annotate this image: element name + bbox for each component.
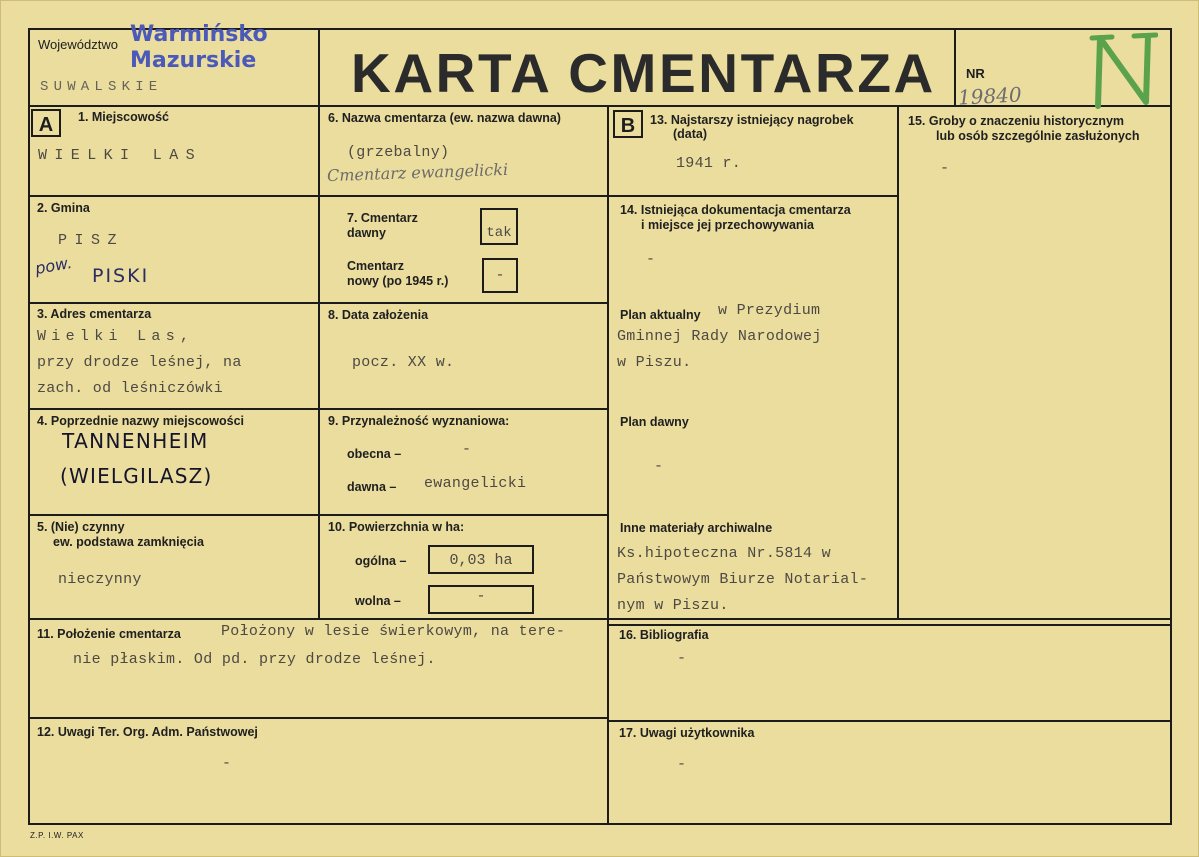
row-line-lower-top bbox=[28, 618, 1172, 620]
voivodeship-stamp-line-2: Mazurskie bbox=[130, 48, 257, 73]
field-7-new-value-box: - bbox=[482, 258, 518, 293]
row-line-1 bbox=[28, 195, 609, 197]
header-divider-2 bbox=[954, 28, 956, 106]
field-12-label: 12. Uwagi Ter. Org. Adm. Państwowej bbox=[37, 725, 258, 739]
field-14-current-plan-line-2: Gminnej Rady Narodowej bbox=[617, 328, 822, 345]
printer-imprint: Z.P. I.W. PAX bbox=[30, 831, 84, 840]
field-13-value: 1941 r. bbox=[676, 155, 742, 172]
field-7-old-label-line-2: dawny bbox=[347, 226, 386, 240]
voivodeship-stamp-line-1: Warmińsko bbox=[130, 22, 268, 47]
field-14-archive-line-3: nym w Piszu. bbox=[617, 597, 729, 614]
field-3-line-3: zach. od leśniczówki bbox=[37, 380, 224, 397]
field-14-archive-line-2: Państwowym Biurze Notarial- bbox=[617, 571, 869, 588]
header-divider-1 bbox=[318, 28, 320, 106]
section-b-marker: B bbox=[613, 110, 643, 138]
field-14-archive-line-1: Ks.hipoteczna Nr.5814 w bbox=[617, 545, 831, 562]
field-1-label: 1. Miejscowość bbox=[78, 110, 170, 124]
field-10-label: 10. Powierzchnia w ha: bbox=[328, 520, 465, 534]
field-9-current-value: - bbox=[462, 441, 472, 458]
row-line-4 bbox=[28, 514, 609, 516]
field-7-old-value-box: tak bbox=[480, 208, 518, 245]
field-12-value: - bbox=[222, 755, 232, 772]
field-2-hand-prefix: pow. bbox=[33, 252, 74, 279]
field-6-value: (grzebalny) bbox=[347, 144, 450, 161]
field-3-line-2: przy drodze leśnej, na bbox=[37, 354, 242, 371]
field-17-value: - bbox=[677, 756, 687, 773]
field-14-old-plan-value: - bbox=[654, 458, 664, 475]
field-8-value: pocz. XX w. bbox=[352, 354, 455, 371]
field-1-value: WIELKI LAS bbox=[38, 147, 203, 164]
field-3-label: 3. Adres cmentarza bbox=[37, 307, 152, 321]
frame-left-line bbox=[28, 28, 30, 825]
field-10-free-label: wolna – bbox=[355, 594, 401, 608]
field-11-label: 11. Położenie cmentarza bbox=[37, 627, 181, 641]
nr-value: 19840 bbox=[957, 82, 1023, 110]
field-11-line-1: Położony w lesie świerkowym, na tere- bbox=[221, 623, 566, 640]
field-16-label: 16. Bibliografia bbox=[619, 628, 709, 642]
card-title: KARTA CMENTARZA bbox=[351, 42, 936, 104]
row-line-13-14 bbox=[607, 195, 899, 197]
field-4-line-1: TANNENHEIM bbox=[62, 429, 209, 453]
field-10-total-label: ogólna – bbox=[355, 554, 407, 568]
field-4-label: 4. Poprzednie nazwy miejscowości bbox=[37, 414, 245, 428]
voivodeship-label: Województwo bbox=[38, 37, 118, 52]
field-10-total-value-box: 0,03 ha bbox=[428, 545, 534, 574]
frame-right-line bbox=[1170, 28, 1172, 825]
field-17-label: 17. Uwagi użytkownika bbox=[619, 726, 755, 740]
voivodeship-typed: SUWALSKIE bbox=[40, 79, 163, 95]
field-14-label-line-2: i miejsce jej przechowywania bbox=[641, 218, 814, 232]
field-16-value: - bbox=[677, 650, 687, 667]
frame-bottom-line bbox=[28, 823, 1172, 825]
field-14-archive-label: Inne materiały archiwalne bbox=[620, 521, 773, 535]
col-divider-3 bbox=[897, 105, 899, 620]
field-7-new-label-line-1: Cmentarz bbox=[347, 259, 404, 273]
field-11-line-2: nie płaskim. Od pd. przy drodze leśnej. bbox=[73, 651, 436, 668]
field-13-label-line-2: (data) bbox=[673, 127, 708, 141]
field-14-label-line-1: 14. Istniejąca dokumentacja cmentarza bbox=[620, 203, 851, 217]
field-2-hand-value: PISKI bbox=[92, 265, 150, 287]
field-9-current-label: obecna – bbox=[347, 447, 402, 461]
field-5-value: nieczynny bbox=[58, 571, 142, 588]
row-line-lower-top-inner bbox=[609, 624, 1170, 626]
field-9-former-label: dawna – bbox=[347, 480, 397, 494]
row-line-3 bbox=[28, 408, 609, 410]
category-mark-n bbox=[1088, 30, 1158, 110]
field-15-label-line-1: 15. Groby o znaczeniu historycznym bbox=[908, 114, 1125, 128]
field-9-label: 9. Przynależność wyznaniowa: bbox=[328, 414, 510, 428]
row-line-11-12 bbox=[28, 717, 609, 719]
field-15-label-line-2: lub osób szczególnie zasłużonych bbox=[936, 129, 1140, 143]
field-9-former-value: ewangelicki bbox=[424, 475, 527, 492]
section-a-marker: A bbox=[31, 109, 61, 137]
field-5-label-line-2: ew. podstawa zamknięcia bbox=[53, 535, 204, 549]
field-3-line-1: Wielki Las, bbox=[37, 328, 195, 345]
field-14-value: - bbox=[646, 251, 656, 268]
field-6-pencil-note: Cmentarz ewangelicki bbox=[326, 159, 509, 186]
field-10-free-value-box: - bbox=[428, 585, 534, 614]
field-7-new-label-line-2: nowy (po 1945 r.) bbox=[347, 274, 449, 288]
field-6-label: 6. Nazwa cmentarza (ew. nazwa dawna) bbox=[328, 111, 561, 125]
field-14-current-plan-label: Plan aktualny bbox=[620, 308, 701, 322]
field-7-old-label-line-1: 7. Cmentarz bbox=[347, 211, 418, 225]
row-line-16-17 bbox=[609, 720, 1170, 722]
nr-label: NR bbox=[966, 66, 985, 81]
field-13-label-line-1: 13. Najstarszy istniejący nagrobek bbox=[650, 113, 854, 127]
field-5-label-line-1: 5. (Nie) czynny bbox=[37, 520, 125, 534]
field-8-label: 8. Data założenia bbox=[328, 308, 429, 322]
field-14-current-plan-line-1: w Prezydium bbox=[718, 302, 821, 319]
field-2-value: PISZ bbox=[58, 232, 125, 249]
col-divider-1 bbox=[318, 105, 320, 618]
field-15-value: - bbox=[940, 160, 950, 177]
field-14-old-plan-label: Plan dawny bbox=[620, 415, 689, 429]
row-line-2 bbox=[28, 302, 609, 304]
field-4-line-2: (WIELGILASZ) bbox=[60, 464, 213, 488]
field-14-current-plan-line-3: w Piszu. bbox=[617, 354, 692, 371]
field-2-label: 2. Gmina bbox=[37, 201, 90, 215]
